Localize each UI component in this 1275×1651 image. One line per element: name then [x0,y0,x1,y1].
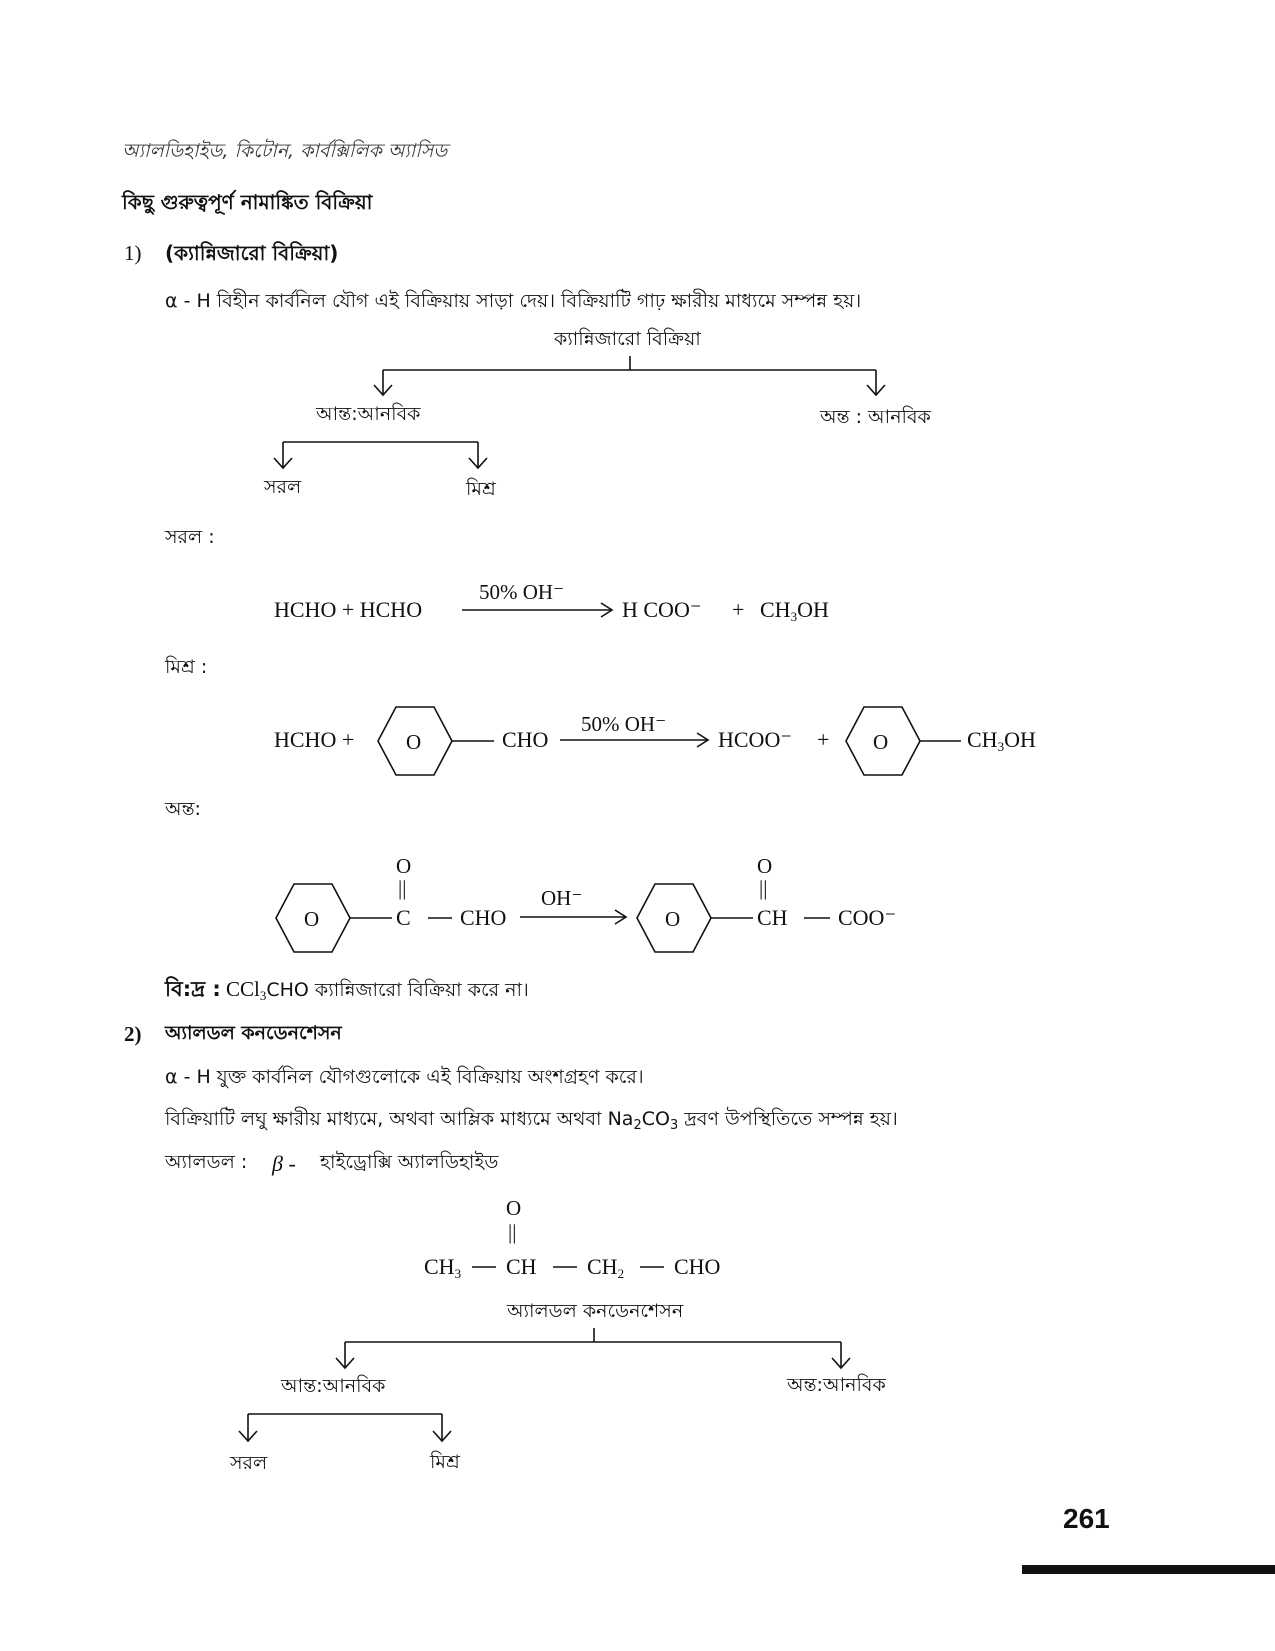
section-2-description-2: বিক্রিয়াটি লঘু ক্ষারীয় মাধ্যমে, অথবা আম্লিক মাধ্যমে অথবা $Na_2CO_3$ দ্রবণ উপস্থিতিতে সম্পন্ন হয়। [165,1108,898,1133]
eq2-ring-1-label: O [406,730,422,754]
eq3-double-bond-1: || [398,876,407,900]
aldol-product-name: হাইড্রোক্সি অ্যালডিহাইড [320,1151,499,1173]
eq3-carboxylate: COO⁻ [838,905,897,930]
simple-heading: সরল : [165,526,215,548]
eq3-double-bond-2: || [759,876,768,900]
eq3-condition: OH⁻ [541,886,583,910]
tree1-mixed-label: মিশ্র [466,478,496,500]
section-1-number: 1) [124,241,142,265]
tree1-connectors [274,356,885,468]
aldol-label: অ্যালডল : [165,1151,248,1173]
eq2-product-formate: HCOO⁻ [718,727,792,752]
eq1-arrow [462,603,612,617]
aldol-ch3: $CH_3$ [424,1254,462,1281]
eq2-reactant-formaldehyde: HCHO + [274,727,355,752]
tree1-left-label: আন্ত:আনবিক [316,403,421,425]
tree2-mixed-label: মিশ্র [430,1451,460,1473]
note-line: বি:দ্র : CCl$_3$CHO ক্যান্নিজারো বিক্রিয়া করে না। [165,977,529,1003]
tree2-root-label: অ্যালডল কনডেনশেসন [507,1300,684,1322]
tree1-root-label: ক্যান্নিজারো বিক্রিয়া [554,328,701,350]
tree2-left-label: আন্ত:আনবিক [281,1375,386,1397]
eq3-oxygen-top-2: O [757,854,773,878]
page-number: 261 [1063,1503,1110,1534]
eq1-plus: + [732,597,745,622]
eq1-product-formate: H COO⁻ [622,597,702,622]
section-1-description: α - H বিহীন কার্বনিল যৌগ এই বিক্রিয়ায় সাড়া দেয়। বিক্রিয়াটি গাঢ় ক্ষারীয় মাধ্যমে সম্পন্ন হয়। [165,290,862,312]
tree2-connectors [239,1328,850,1441]
aldol-cho: CHO [674,1254,721,1279]
eq1-reactants: HCHO + HCHO [274,597,423,622]
section-2-number: 2) [124,1022,142,1046]
beta-symbol: β - [272,1151,296,1176]
intra-heading: অন্ত: [165,798,201,820]
eq3-cho: CHO [460,905,507,930]
tree1-simple-label: সরল [264,476,302,498]
tree2-simple-label: সরল [230,1452,268,1474]
section-title: কিছু গুরুত্বপূর্ণ নামাঙ্কিত বিক্রিয়া [122,190,373,214]
eq2-ring-2-label: O [873,730,889,754]
eq1-product-methanol: $CH_3OH$ [760,597,829,624]
eq3-structures [276,884,830,952]
eq2-substituent-ch2oh: $CH_3OH$ [967,727,1036,754]
section-1-title: (ক্যান্নিজারো বিক্রিয়া) [165,241,339,265]
eq3-ring-2-label: O [665,907,681,931]
note-label: বি:দ্র : [165,977,221,1001]
eq3-ch: CH [757,905,788,930]
aldol-ch: CH [506,1254,537,1279]
eq3-carbonyl-c: C [396,905,411,930]
running-header: অ্যালডিহাইড, কিটোন, কার্বক্সিলিক অ্যাসিড [122,140,448,162]
eq3-ring-1-label: O [304,907,320,931]
eq2-condition: 50% OH⁻ [581,712,667,736]
mixed-heading: মিশ্র : [165,656,208,678]
eq2-structures [378,707,961,775]
aldol-oxygen-top: O [506,1196,522,1220]
eq2-substituent-cho: CHO [502,727,549,752]
tree2-right-label: অন্ত:আনবিক [787,1374,886,1396]
tree1-right-label: অন্ত : আনবিক [820,406,931,428]
section-2-title: অ্যালডল কনডেনশেসন [165,1022,342,1044]
eq2-plus: + [817,727,830,752]
eq1-condition: 50% OH⁻ [479,580,565,604]
eq3-oxygen-top-1: O [396,854,412,878]
aldol-double-bond: || [508,1220,517,1244]
aldol-ch2: $CH_2$ [587,1254,625,1281]
section-2-description-1: α - H যুক্ত কার্বনিল যৌগগুলোকে এই বিক্রিয়ায় অংশগ্রহণ করে। [165,1066,644,1088]
